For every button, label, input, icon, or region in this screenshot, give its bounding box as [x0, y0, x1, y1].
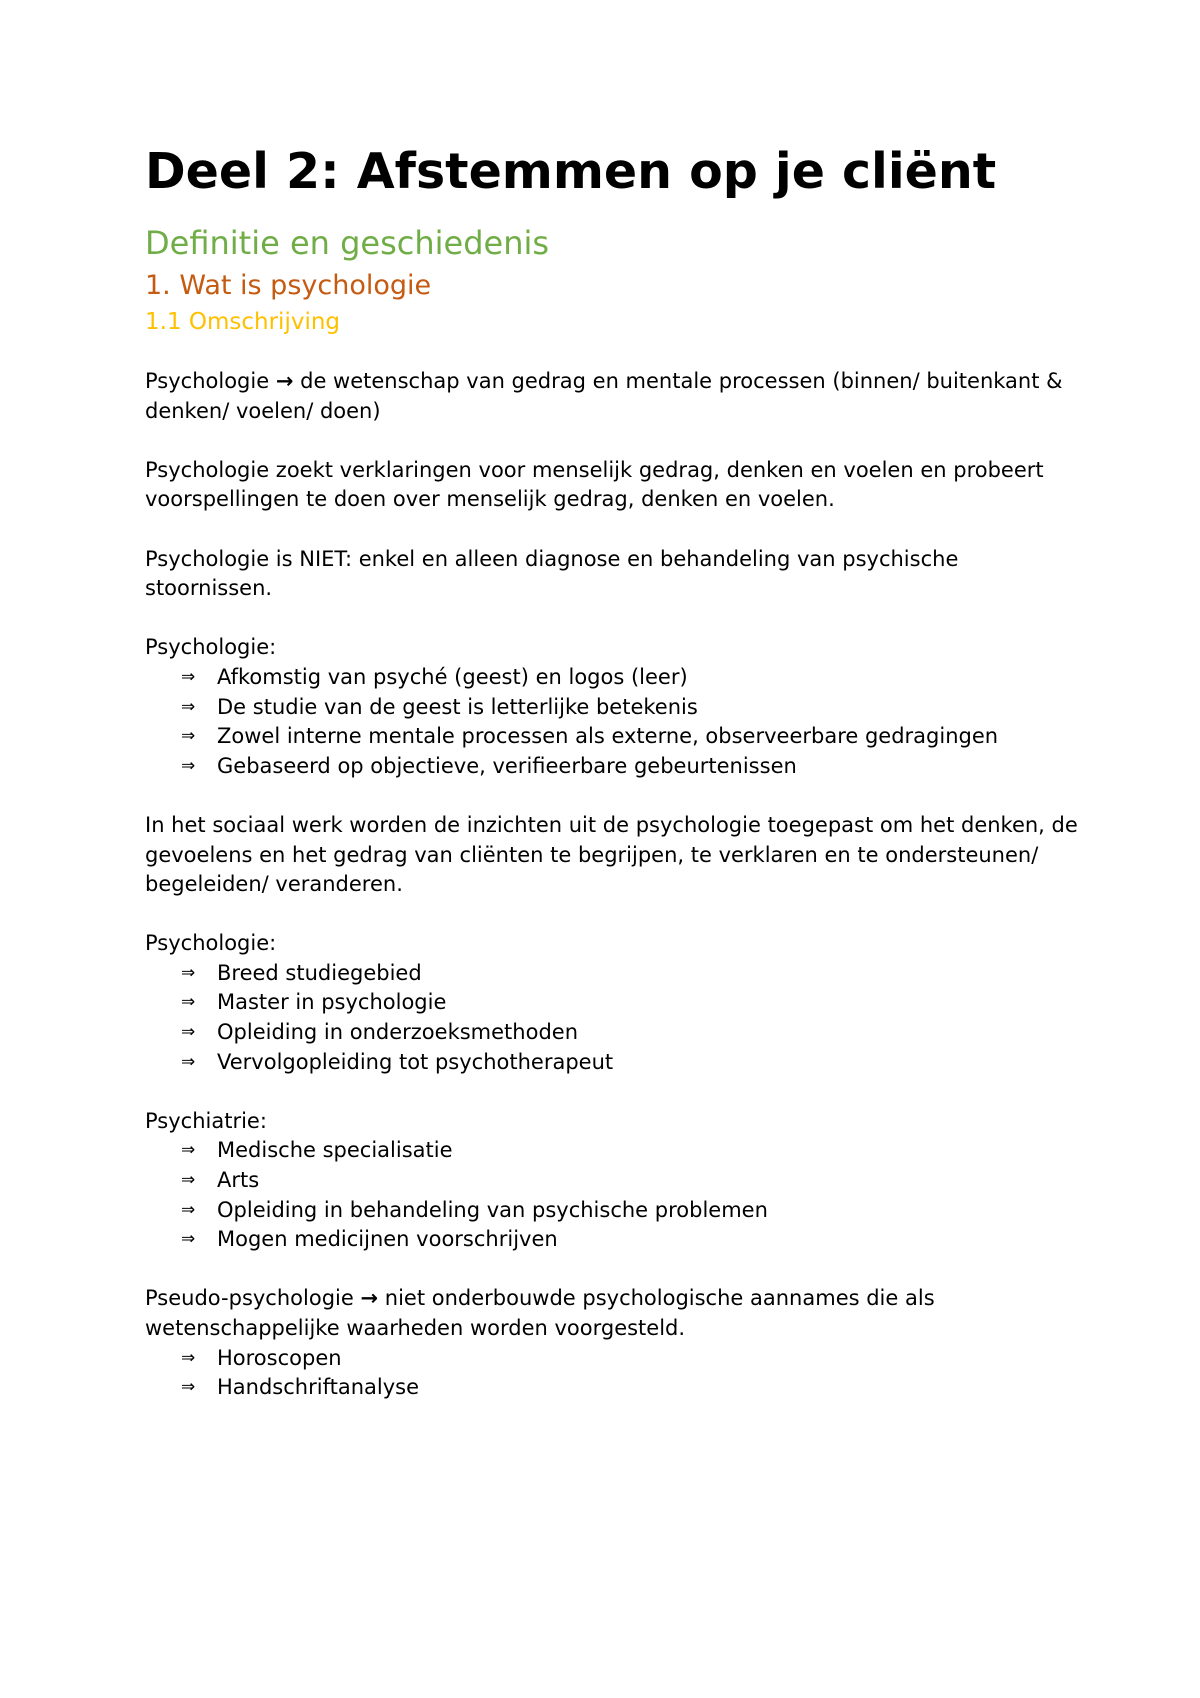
list-item: ⇒ De studie van de geest is letterlijke betekenis	[181, 693, 1085, 723]
not-paragraph: Psychologie is NIET: enkel en alleen diagnose en behandeling van psychische stoornissen.	[145, 546, 959, 601]
arrow-icon: →	[360, 1286, 379, 1311]
double-arrow-icon: ⇒	[181, 1377, 196, 1398]
list-item: ⇒ Gebaseerd op objectieve, verifieerbare gebeurtenissen	[181, 752, 1085, 782]
definition-paragraph	[145, 367, 1085, 426]
list3	[145, 1136, 1085, 1254]
list-item: ⇒ Horoscopen	[181, 1344, 1085, 1374]
section-heading: Definitie en geschiedenis	[145, 224, 550, 262]
double-arrow-icon: ⇒	[181, 1347, 196, 1368]
list-item: ⇒ Master in psychologie	[181, 988, 1085, 1018]
list3-heading: Psychiatrie:	[145, 1108, 267, 1133]
double-arrow-icon: ⇒	[181, 1170, 196, 1191]
double-arrow-icon: ⇒	[181, 1140, 196, 1161]
list-item: ⇒ Arts	[181, 1166, 1085, 1196]
list-item: ⇒ Afkomstig van psyché (geest) en logos (leer)	[181, 663, 1085, 693]
double-arrow-icon: ⇒	[181, 992, 196, 1013]
pseudo-term: Pseudo-psychologie	[145, 1286, 354, 1311]
social-work-paragraph: In het sociaal werk worden de inzichten uit de psychologie toegepast om het denken, de gevoelens en het gedrag van cliënten te begrijpen, te verklaren en te ondersteunen/ begeleiden/ veranderen.	[145, 812, 1078, 897]
list-item: ⇒ Handschriftanalyse	[181, 1373, 1085, 1403]
list2	[145, 959, 1085, 1077]
double-arrow-icon: ⇒	[181, 1229, 196, 1250]
definition-term: Psychologie	[145, 369, 270, 393]
pseudo-paragraph	[145, 1284, 1085, 1343]
double-arrow-icon: ⇒	[181, 1022, 196, 1043]
list1	[145, 663, 1085, 781]
double-arrow-icon: ⇒	[181, 1199, 196, 1220]
arrow-icon: →	[275, 369, 294, 393]
list-item: ⇒ Vervolgopleiding tot psychotherapeut	[181, 1048, 1085, 1078]
list1-heading: Psychologie:	[145, 635, 277, 660]
list-item: ⇒ Opleiding in onderzoeksmethoden	[181, 1018, 1085, 1048]
double-arrow-icon: ⇒	[181, 726, 196, 747]
double-arrow-icon: ⇒	[181, 666, 196, 687]
list-item: ⇒ Medische specialisatie	[181, 1136, 1085, 1166]
document-content	[145, 140, 1085, 1403]
pseudo-text: niet onderbouwde psychologische aannames die als wetenschappelijke waarheden worden voorgesteld.	[145, 1286, 935, 1340]
subchapter-heading: 1.1 Omschrijving	[145, 309, 341, 335]
list-item: ⇒ Zowel interne mentale processen als externe, observeerbare gedragingen	[181, 722, 1085, 752]
chapter-heading: 1. Wat is psychologie	[145, 270, 432, 301]
document-title: Deel 2: Afstemmen op je cliënt	[145, 143, 997, 200]
list-item: ⇒ Breed studiegebied	[181, 959, 1085, 989]
list4	[145, 1344, 1085, 1403]
double-arrow-icon: ⇒	[181, 1051, 196, 1072]
double-arrow-icon: ⇒	[181, 755, 196, 776]
list-item: ⇒ Opleiding in behandeling van psychische problemen	[181, 1196, 1085, 1226]
list-item: ⇒ Mogen medicijnen voorschrijven	[181, 1225, 1085, 1255]
double-arrow-icon: ⇒	[181, 962, 196, 983]
list2-heading: Psychologie:	[145, 931, 277, 956]
explanation-paragraph: Psychologie zoekt verklaringen voor menselijk gedrag, denken en voelen en probeert voorspellingen te doen over menselijk gedrag, denken en voelen.	[145, 457, 1044, 512]
definition-text: de wetenschap van gedrag en mentale processen (binnen/ buitenkant & denken/ voelen/ doen)	[145, 369, 1063, 423]
double-arrow-icon: ⇒	[181, 696, 196, 717]
